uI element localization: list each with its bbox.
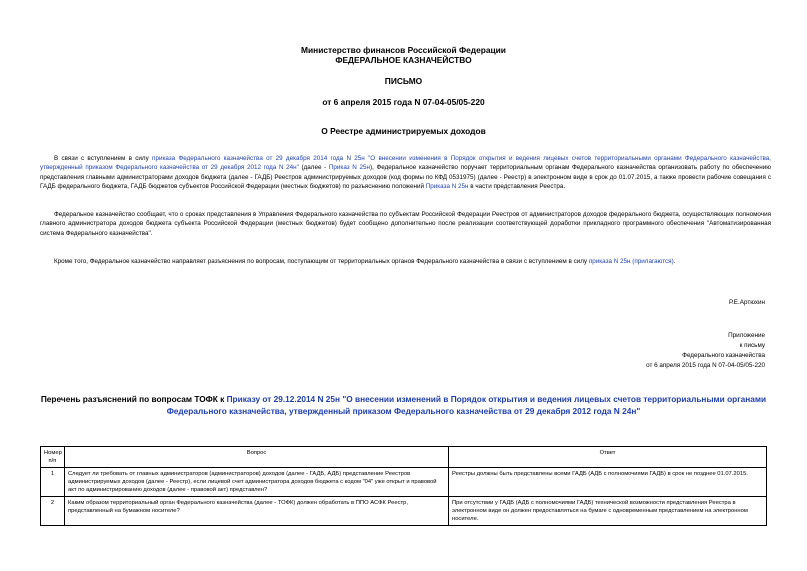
ministry-name: Министерство финансов Российской Федерации: [301, 45, 506, 55]
row-number: 2: [41, 497, 65, 526]
paragraph-1-text-2: (далее -: [298, 164, 329, 172]
signer-name: Р.Е.Артюхин: [729, 299, 765, 306]
paragraph-1-text-1: В связи с вступлением в силу: [54, 155, 153, 162]
paragraph-3-text-1: Кроме того, Федеральное казначейство направляет разъяснения по вопросам, поступающим от территориальных органов Федерального казначейства в связи с вступлением в силу: [54, 258, 589, 265]
paragraph-1-text-3: ), Федеральное казначейство поручает территориальным органам Федерального казначейства организовать работу по обеспечению представления главными администраторами доходов бюджета (далее - ГАДБ) Реестров администрируемых доходов (код формы по КФД 0531975) (далее - Реестр) в электронном виде в срок до 01.07.2015, а также провести рабочие совещания с ГАДБ федерального бюджета, ГАДБ бюджетов субъектов Российской Федерации (местных бюджетов) по разъяснению положений: [40, 164, 771, 190]
row-answer: При отсутствии у ГАДБ (АДБ с полномочиями ГАДБ) технической возможности представления Реестра в электронном виде он должен предоставляться на бумаге с одновременным представлением на электронном носителе.: [449, 497, 767, 526]
treasury-name: ФЕДЕРАЛЬНОЕ КАЗНАЧЕЙСТВО: [335, 55, 472, 65]
list-title: [40, 393, 767, 417]
row-number: 1: [41, 468, 65, 497]
row-question: Следует ли требовать от главных администраторов (администраторов) доходов (далее - ГАДБ, АДБ) представление Реестров администрируемых доходов (далее - Реестр), если лицевой счет администратора доходов бюджета с кодом "04" уже открыт и правовой акт по администрированию доходов (далее - правовой акт) представлен?: [65, 468, 449, 497]
table-header-row: [41, 447, 767, 468]
header-answer: Ответ: [449, 447, 767, 468]
row-answer: Реестры должны быть представлены всеми ГАДБ (АДБ с полномочиями ГАДБ) в срок не позднее 01.07.2015.: [449, 468, 767, 497]
document-type: ПИСЬМО: [384, 76, 423, 86]
order-25n-reference-link[interactable]: Приказа N 25н: [425, 182, 469, 190]
appendix-block: [545, 331, 765, 371]
appendix-line-2: к письму: [739, 342, 765, 349]
document-subject: О Реестре администрируемых доходов: [321, 126, 486, 136]
paragraph-2-text: Федеральное казначейство сообщает, что о сроках представления в Управления Федерального казначейства по субъектам Российской Федерации Реестров от администраторов доходов федерального бюджета, осуществляющих полномочия главного администратора доходов бюджета субъекта Российской Федерации (местных бюджетов) будет сообщено дополнительно после реализации соответствующей доработки прикладного программного обеспечения "Автоматизированная система Федерального казначейства".: [40, 211, 771, 237]
paragraph-1: [40, 154, 771, 191]
appendix-line-3: Федерального казначейства: [682, 352, 765, 359]
document-date-number: от 6 апреля 2015 года N 07-04-05/05-220: [322, 97, 485, 107]
table-row: [41, 497, 767, 526]
row-question: Каким образом территориальный орган Федерального казначейства (далее - ТОФК) должен обработать в ППО АСФК Реестр, представленный на бумажном носителе?: [65, 497, 449, 526]
attachment-link[interactable]: (прилагаются): [632, 258, 674, 265]
header-number: Номер п/п: [41, 447, 65, 468]
header-question: Вопрос: [65, 447, 449, 468]
paragraph-1-text-4: в части представления Реестра.: [468, 182, 566, 190]
order-25n-link[interactable]: приказа Федерального казначейства от 29 декабря 2014 года N 25н "О внесении изменения в Порядок открытия и ведения лицевых счетов территориальными органами Федерального казначейства, утвержденный приказом Федерального казначейства от 29 декабря 2012 года N 24н": [40, 155, 771, 172]
table-row: [41, 468, 767, 497]
appendix-line-4: от 6 апреля 2015 года N 07-04-05/05-220: [646, 362, 765, 369]
order-25n-title-link[interactable]: Приказу от 29.12.2014 N 25н "О внесении изменений в Порядок открытия и ведения лицевых счетов территориальными органами Федерального казначейства, утвержденный приказом Федерального казначейства от 29 декабря 2012 года N 24н": [166, 394, 767, 416]
order-25n-short-link[interactable]: Приказ N 25н: [328, 164, 370, 172]
paragraph-3-text-3: .: [673, 258, 676, 265]
qa-table: [40, 446, 767, 526]
order-25n-link-2[interactable]: приказа N 25н: [588, 258, 631, 265]
paragraph-3: [40, 257, 771, 266]
list-title-text: Перечень разъяснений по вопросам ТОФК к: [40, 394, 227, 404]
paragraph-2: [40, 210, 771, 238]
appendix-line-1: Приложение: [728, 332, 765, 339]
